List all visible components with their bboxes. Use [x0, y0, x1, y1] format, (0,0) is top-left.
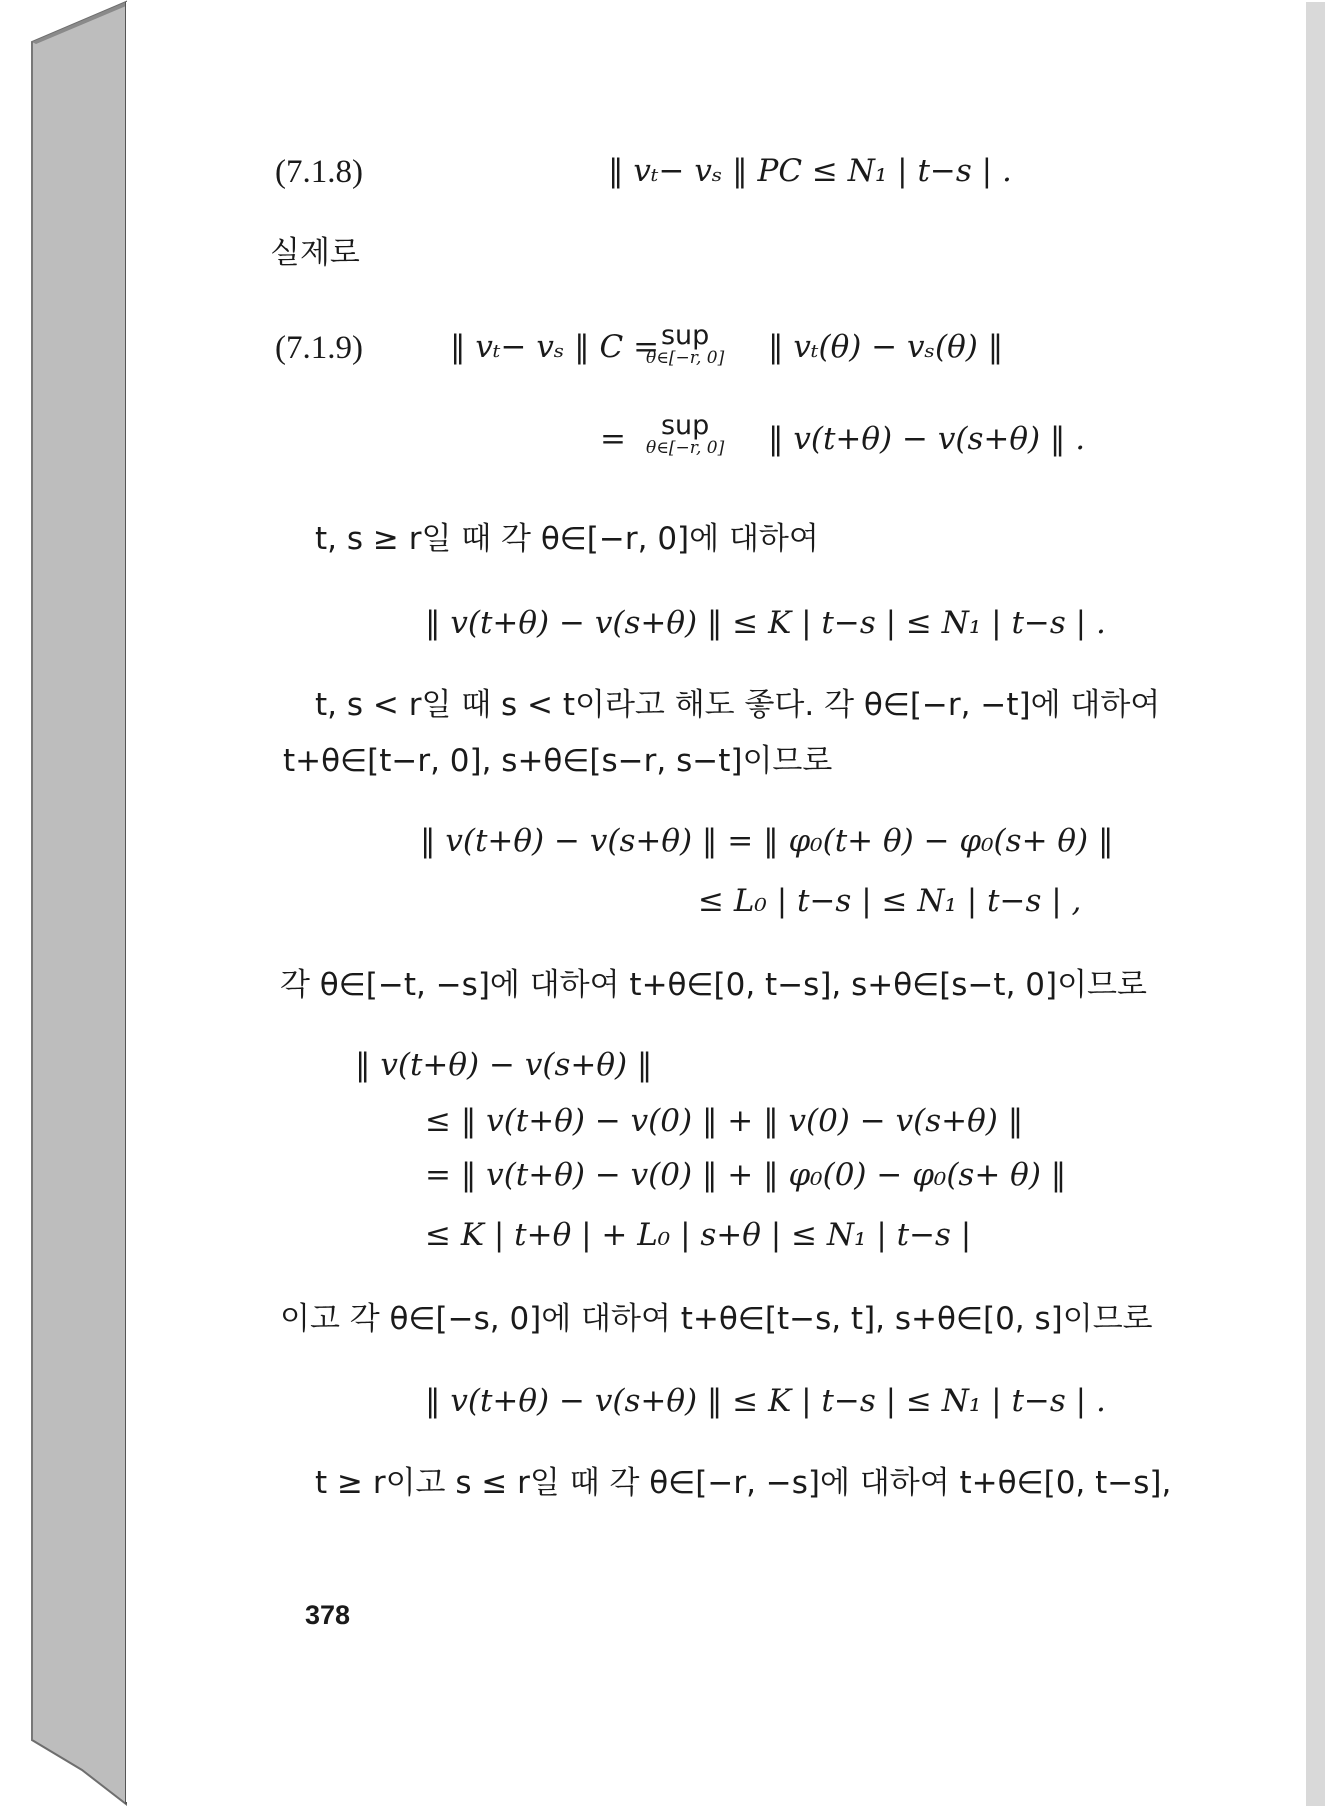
text-line: t, s < r일 때 s < t이라고 해도 좋다. 각 θ∈[−r, −t]에 대하여: [315, 687, 1161, 723]
equation-label: (7.1.8): [275, 154, 363, 190]
equation: ‖ vₜ− vₛ ‖ PC ≤ N₁ | t−s | .: [608, 153, 1012, 189]
sup-word: sup: [660, 320, 710, 351]
text-line: 각 θ∈[−t, −s]에 대하여 t+θ∈[0, t−s], s+θ∈[s−t, 0]이므로: [280, 967, 1147, 1003]
text-line: 이고 각 θ∈[−s, 0]에 대하여 t+θ∈[t−s, t], s+θ∈[0, s]이므로: [280, 1301, 1153, 1337]
equation-label: (7.1.9): [275, 330, 363, 366]
text-line: t, s ≥ r일 때 각 θ∈[−r, 0]에 대하여: [315, 521, 819, 557]
sup-subscript: θ∈[−r, 0]: [646, 438, 725, 458]
page-number: 378: [305, 1600, 351, 1630]
equation: ≤ L₀ | t−s | ≤ N₁ | t−s | ,: [698, 883, 1082, 919]
sup-operator: [646, 322, 724, 368]
equation-rhs: ‖ v(t+θ) − v(s+θ) ‖ .: [768, 421, 1086, 457]
text-line: 실제로: [270, 235, 360, 271]
text-line: t+θ∈[t−r, 0], s+θ∈[s−r, s−t]이므로: [283, 743, 833, 779]
equals-sign: =: [600, 421, 626, 457]
equation: ‖ v(t+θ) − v(s+θ) ‖ ≤ K | t−s | ≤ N₁ | t−s | .: [425, 605, 1106, 641]
sup-operator: [646, 412, 724, 458]
equation: ≤ K | t+θ | + L₀ | s+θ | ≤ N₁ | t−s |: [425, 1217, 972, 1253]
sup-subscript: θ∈[−r, 0]: [646, 348, 725, 368]
equation: ‖ v(t+θ) − v(s+θ) ‖ ≤ K | t−s | ≤ N₁ | t−s | .: [425, 1383, 1106, 1419]
equation: ≤ ‖ v(t+θ) − v(0) ‖ + ‖ v(0) − v(s+θ) ‖: [425, 1103, 1024, 1139]
sup-word: sup: [660, 410, 710, 441]
equation: = ‖ v(t+θ) − v(0) ‖ + ‖ φ₀(0) − φ₀(s+ θ) ‖: [425, 1157, 1067, 1193]
equation-rhs: ‖ vₜ(θ) − vₛ(θ) ‖: [768, 329, 1004, 365]
text-line: t ≥ r이고 s ≤ r일 때 각 θ∈[−r, −s]에 대하여 t+θ∈[0, t−s],: [315, 1465, 1172, 1501]
equation: ‖ v(t+θ) − v(s+θ) ‖ = ‖ φ₀(t+ θ) − φ₀(s+ θ) ‖: [420, 823, 1114, 859]
equation-lhs: ‖ vₜ− vₛ ‖ C =: [450, 329, 660, 365]
equation: ‖ v(t+θ) − v(s+θ) ‖: [355, 1047, 653, 1083]
